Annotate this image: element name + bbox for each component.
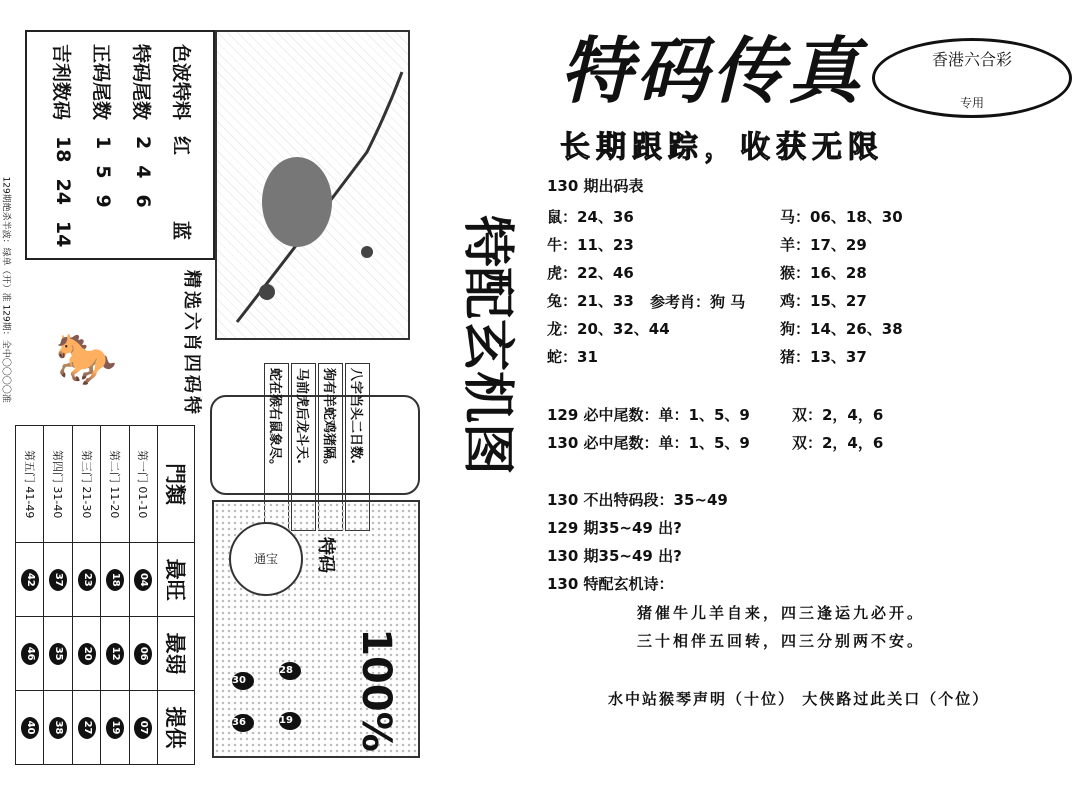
zodiac-item: 狗：14、26、38	[780, 320, 903, 338]
value: 6	[132, 194, 154, 208]
header: 最弱	[158, 617, 195, 691]
ball: 38	[49, 717, 67, 739]
ball: 18	[106, 569, 124, 591]
ball: 06	[134, 643, 152, 665]
ball: 20	[78, 643, 96, 665]
zodiac-item: 龙：20、32、44	[547, 320, 670, 338]
info-row	[43, 44, 83, 246]
table-title: 130 期出码表	[547, 177, 644, 195]
zodiac-item: 鼠：24、36	[547, 208, 634, 226]
ball: 36	[232, 714, 254, 732]
tail-left: 130 必中尾数：单：1、5、9	[547, 434, 750, 452]
footer-riddle: 水中站猴琴声明（十位） 大侠路过此关口（个位）	[608, 690, 990, 708]
zodiac-item: 马：06、18、30	[780, 208, 903, 226]
horse-snake-icon: 🐎	[55, 330, 118, 388]
value: 5	[92, 165, 114, 179]
table-row	[16, 426, 44, 765]
table-row	[44, 426, 72, 765]
branch-illustration-icon	[217, 32, 408, 338]
label: 正码尾数	[90, 44, 113, 121]
value: 4	[132, 165, 154, 179]
ball: 28	[279, 662, 301, 680]
info-box	[25, 30, 215, 260]
ball: 30	[232, 672, 254, 690]
ball: 12	[106, 643, 124, 665]
label: 特码尾数	[130, 44, 153, 121]
ball: 37	[49, 569, 67, 591]
ball: 04	[134, 569, 152, 591]
info-line: 130 不出特码段：35~49	[547, 491, 728, 509]
value: 蓝	[170, 221, 193, 241]
tail-left: 129 必中尾数：单：1、5、9	[547, 406, 750, 424]
speckle-label: 特码	[315, 537, 336, 573]
vertical-title: 特配玄机图	[457, 215, 518, 476]
zodiac-item: 猴：16、28	[780, 264, 867, 282]
header: 提供	[158, 691, 195, 765]
value: 2	[132, 136, 154, 150]
group-name: 第一门 01-10	[129, 426, 157, 543]
poem-line: 三十相伴五回转，四三分别两不安。	[637, 632, 926, 650]
label: 色波特料	[170, 44, 193, 121]
illustration-birds-branch	[215, 30, 410, 340]
reference-zodiac: 参考肖：狗 马	[650, 293, 746, 311]
header: 最旺	[158, 543, 195, 617]
logo-title: 特码传真	[560, 28, 865, 113]
side-note: 129期绝杀半波：绿单（开）准 129期：全中〇〇〇〇准	[0, 176, 11, 403]
value: 红	[170, 136, 193, 156]
info-line: 130 期35~49 出?	[547, 547, 682, 565]
ball: 19	[279, 712, 301, 730]
group-name: 第四门 31-40	[44, 426, 72, 543]
ball: 40	[21, 717, 39, 739]
ball: 42	[21, 569, 39, 591]
zodiac-item: 羊：17、29	[780, 236, 867, 254]
poem-box	[210, 368, 420, 495]
group-table	[15, 425, 195, 765]
ball: 07	[134, 717, 152, 739]
info-row	[123, 44, 163, 246]
poem-line: 马前虎后龙斗天.	[291, 363, 316, 531]
coin-icon: 通宝	[229, 522, 303, 596]
speckle-panel	[212, 500, 420, 758]
value: 14	[52, 220, 74, 248]
table-row	[101, 426, 129, 765]
poem-line: 蛇在猴右鼠象尽。	[264, 363, 289, 531]
zodiac-item: 蛇：31	[547, 348, 598, 366]
poem-line: 八字当头二日数.	[345, 363, 370, 531]
group-name: 第三门 21-30	[72, 426, 100, 543]
stamp	[872, 38, 1072, 118]
zodiac-item: 鸡：15、27	[780, 292, 867, 310]
info-line: 130 特配玄机诗：	[547, 575, 674, 593]
value: 9	[92, 194, 114, 208]
value: 18	[52, 136, 74, 163]
group-name: 第二门 11-20	[101, 426, 129, 543]
value: 1	[92, 136, 114, 150]
group-name: 第五门 41-49	[16, 426, 44, 543]
info-row	[83, 44, 123, 246]
table-row	[129, 426, 157, 765]
zodiac-list-left	[547, 206, 670, 374]
poem-line: 狗有羊蛇鸡猪隔。	[318, 363, 343, 531]
ball: 23	[78, 569, 96, 591]
info-line: 129 期35~49 出?	[547, 519, 682, 537]
zodiac-list-right	[780, 206, 903, 374]
label: 吉利数码	[50, 44, 73, 121]
tail-right: 双：2，4，6	[792, 434, 884, 452]
zodiac-item: 猪：13、37	[780, 348, 867, 366]
ball: 27	[78, 717, 96, 739]
stamp-bottom: 专用	[959, 96, 984, 110]
tail-right: 双：2，4，6	[792, 406, 884, 424]
info-row	[163, 44, 203, 246]
table-row	[72, 426, 100, 765]
poem-line: 猪催牛儿羊自来，四三逢运九必开。	[637, 604, 926, 622]
ball: 46	[21, 643, 39, 665]
ball: 19	[106, 717, 124, 739]
ball: 35	[49, 643, 67, 665]
zodiac-note: 精选六肖四码特	[181, 270, 202, 417]
zodiac-item: 虎：22、46	[547, 264, 634, 282]
value: 24	[52, 178, 74, 205]
zodiac-item: 牛：11、23	[547, 236, 634, 254]
zodiac-item: 兔：21、33	[547, 292, 634, 310]
stamp-top: 香港六合彩	[931, 50, 1012, 69]
percent-label: 100%	[352, 628, 399, 752]
slogan: 长期跟踪，收获无限	[560, 130, 884, 165]
header: 門類	[158, 426, 195, 543]
